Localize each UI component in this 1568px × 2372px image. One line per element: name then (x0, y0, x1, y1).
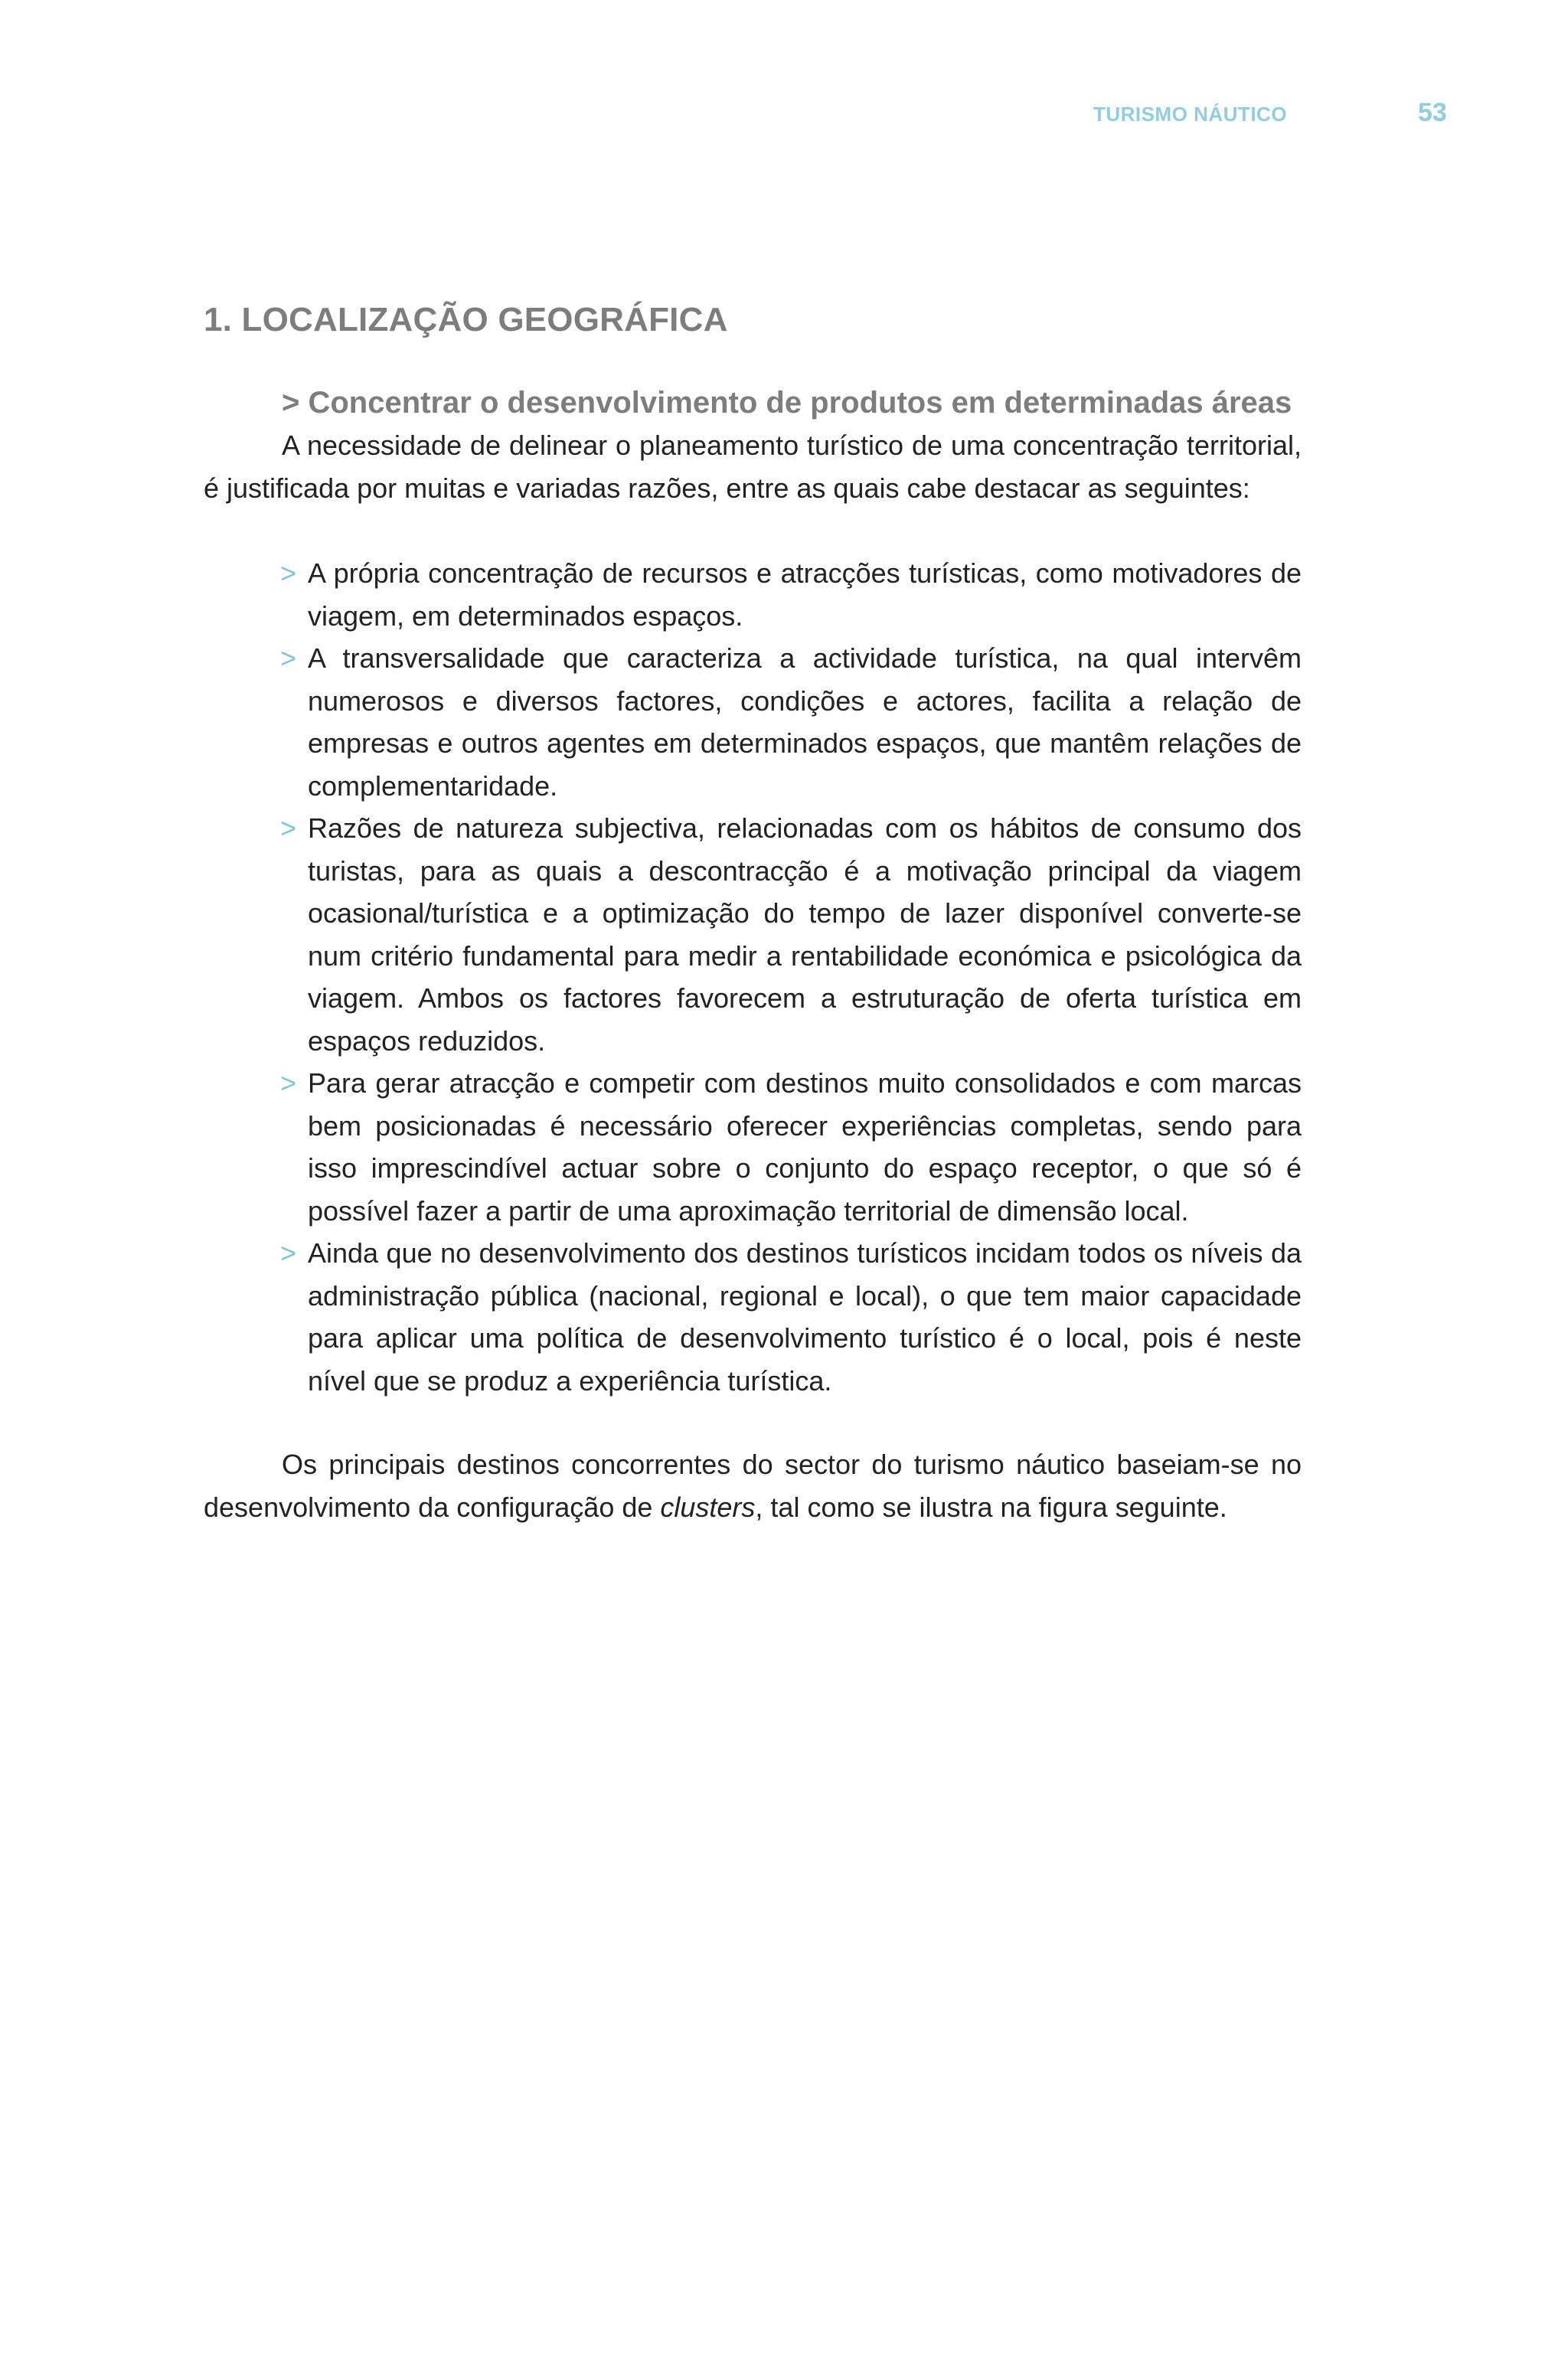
bullet-marker-icon: > (280, 642, 297, 674)
bullet-marker-icon: > (280, 812, 297, 844)
intro-paragraph: A necessidade de delinear o planeamento turístico de uma concentração territorial, é justificada por muitas e variadas razões, entre as quais cabe destacar as seguintes: (204, 430, 1302, 504)
section-heading: 1. LOCALIZAÇÃO GEOGRÁFICA (204, 301, 728, 338)
closing-text-start: Os principais destinos concorrentes do sector do turismo náutico baseiam-se no desenvolvimento da configuração de (204, 1449, 1302, 1523)
page-number: 53 (1418, 98, 1447, 127)
bullet-text: A própria concentração de recursos e atracções turísticas, como motivadores de viagem, em determinados espaços. (308, 557, 1302, 632)
bullet-text: Para gerar atracção e competir com destinos muito consolidados e com marcas bem posicionadas é necessário oferecer experiências completas, sendo para isso imprescindível actuar sobre o conjunto do espaço receptor, o que só é possível fazer a partir de uma aproximação territorial de dimensão local. (308, 1067, 1302, 1227)
running-header-title: TURISMO NÁUTICO (1093, 103, 1288, 126)
bullet-item (204, 1232, 1302, 1402)
bullet-text: Ainda que no desenvolvimento dos destinos turísticos incidam todos os níveis da administração pública (nacional, regional e local), o que tem maior capacidade para aplicar uma política de desenvolvimento turístico é o local, pois é neste nível que se produz a experiência turística. (308, 1237, 1302, 1397)
bullet-marker-icon: > (280, 1067, 297, 1099)
bullet-marker-icon: > (280, 1237, 297, 1269)
closing-paragraph (204, 1443, 1302, 1528)
sub-heading: > Concentrar o desenvolvimento de produtos em determinadas áreas (282, 386, 1292, 420)
running-header (0, 98, 1568, 133)
bullet-item (204, 637, 1302, 807)
closing-text-end: , tal como se ilustra na figura seguinte. (755, 1491, 1227, 1523)
bullet-item (204, 1062, 1302, 1232)
bullet-item (204, 552, 1302, 637)
bullet-text: Razões de natureza subjectiva, relacionadas com os hábitos de consumo dos turistas, para as quais a descontracção é a motivação principal da viagem ocasional/turística e a optimização do tempo de lazer disponível converte-se num critério fundamental para medir a rentabilidade económica e psicológica da viagem. Ambos os factores favorecem a estruturação de oferta turística em espaços reduzidos. (308, 812, 1302, 1057)
bullet-list (204, 552, 1302, 1402)
bullet-item (204, 807, 1302, 1062)
closing-italic-term: clusters (660, 1491, 756, 1523)
page-content (204, 299, 1302, 1528)
bullet-marker-icon: > (280, 557, 297, 589)
bullet-text: A transversalidade que caracteriza a actividade turística, na qual intervêm numerosos e diversos factores, condições e actores, facilita a relação de empresas e outros agentes em determinados espaços, que mantêm relações de complementaridade. (308, 642, 1302, 802)
